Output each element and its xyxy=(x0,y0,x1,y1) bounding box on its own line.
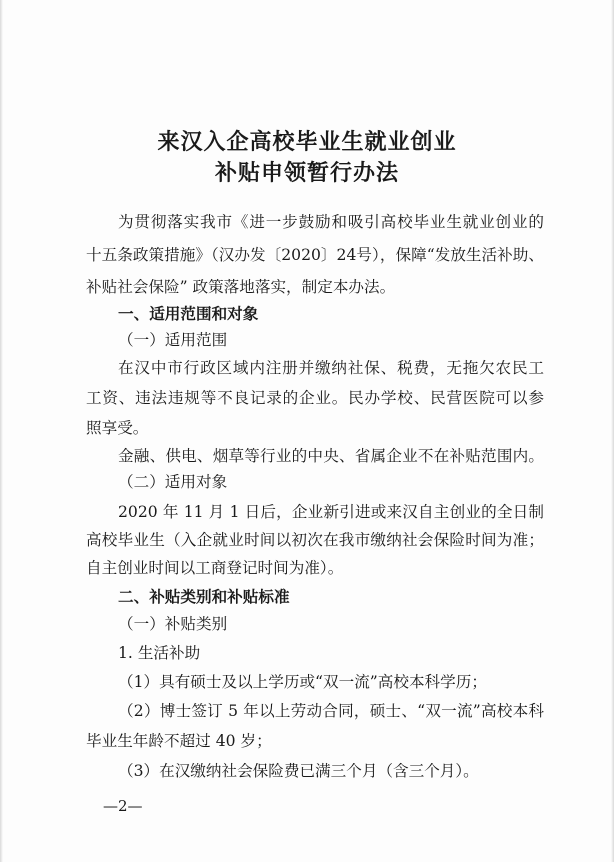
paragraph-scope-line-1: 在汉中市行政区域内注册并缴纳社保、税费，无拖欠农民工 xyxy=(118,359,544,377)
condition-2-line-1: （2）博士签订 5 年以上劳动合同，硕士、“双一流”高校本科 xyxy=(118,702,544,720)
subheading-target: （二）适用对象 xyxy=(118,473,228,491)
subheading-subsidy-category: （一）补贴类别 xyxy=(118,615,228,633)
condition-2-line-2: 毕业生年龄不超过 40 岁； xyxy=(86,732,272,750)
section-heading-scope: 一、适用范围和对象 xyxy=(118,305,259,323)
subheading-scope: （一）适用范围 xyxy=(118,331,228,349)
section-heading-subsidy: 二、补贴类别和补贴标准 xyxy=(118,588,290,606)
paragraph-target-line-3: 自主创业时间以工商登记时间为准）。 xyxy=(86,559,344,577)
paragraph-scope-line-3: 照享受。 xyxy=(86,419,149,437)
paragraph-intro-line-1: 为贯彻落实我市《进一步鼓励和吸引高校毕业生就业创业的 xyxy=(118,213,544,231)
paragraph-exclusion: 金融、供电、烟草等行业的中央、省属企业不在补贴范围内。 xyxy=(118,447,544,465)
condition-3: （3）在汉缴纳社会保险费已满三个月（含三个月）。 xyxy=(118,762,479,780)
condition-1: （1）具有硕士及以上学历或“双一流”高校本科学历； xyxy=(118,673,487,691)
item-living-allowance: 1. 生活补助 xyxy=(118,644,201,662)
paragraph-target-line-1: 2020 年 11 月 1 日后，企业新引进或来汉自主创业的全日制 xyxy=(118,503,544,521)
paragraph-scope-line-2: 工资、违法违规等不良记录的企业。民办学校、民营医院可以参 xyxy=(86,389,544,407)
paragraph-intro-line-3: 补贴社会保险” 政策落地落实，制定本办法。 xyxy=(86,278,396,296)
document-title-line-2: 补贴申领暂行办法 xyxy=(214,160,399,186)
paragraph-intro-line-2: 十五条政策措施》（汉办发〔2020〕24号），保障“发放生活补助、 xyxy=(86,246,544,264)
page-number: —2— xyxy=(103,797,143,815)
paragraph-target-line-2: 高校毕业生（入企就业时间以初次在我市缴纳社会保险时间为准； xyxy=(86,531,544,549)
document-title-line-1: 来汉入企高校毕业生就业创业 xyxy=(157,129,457,155)
